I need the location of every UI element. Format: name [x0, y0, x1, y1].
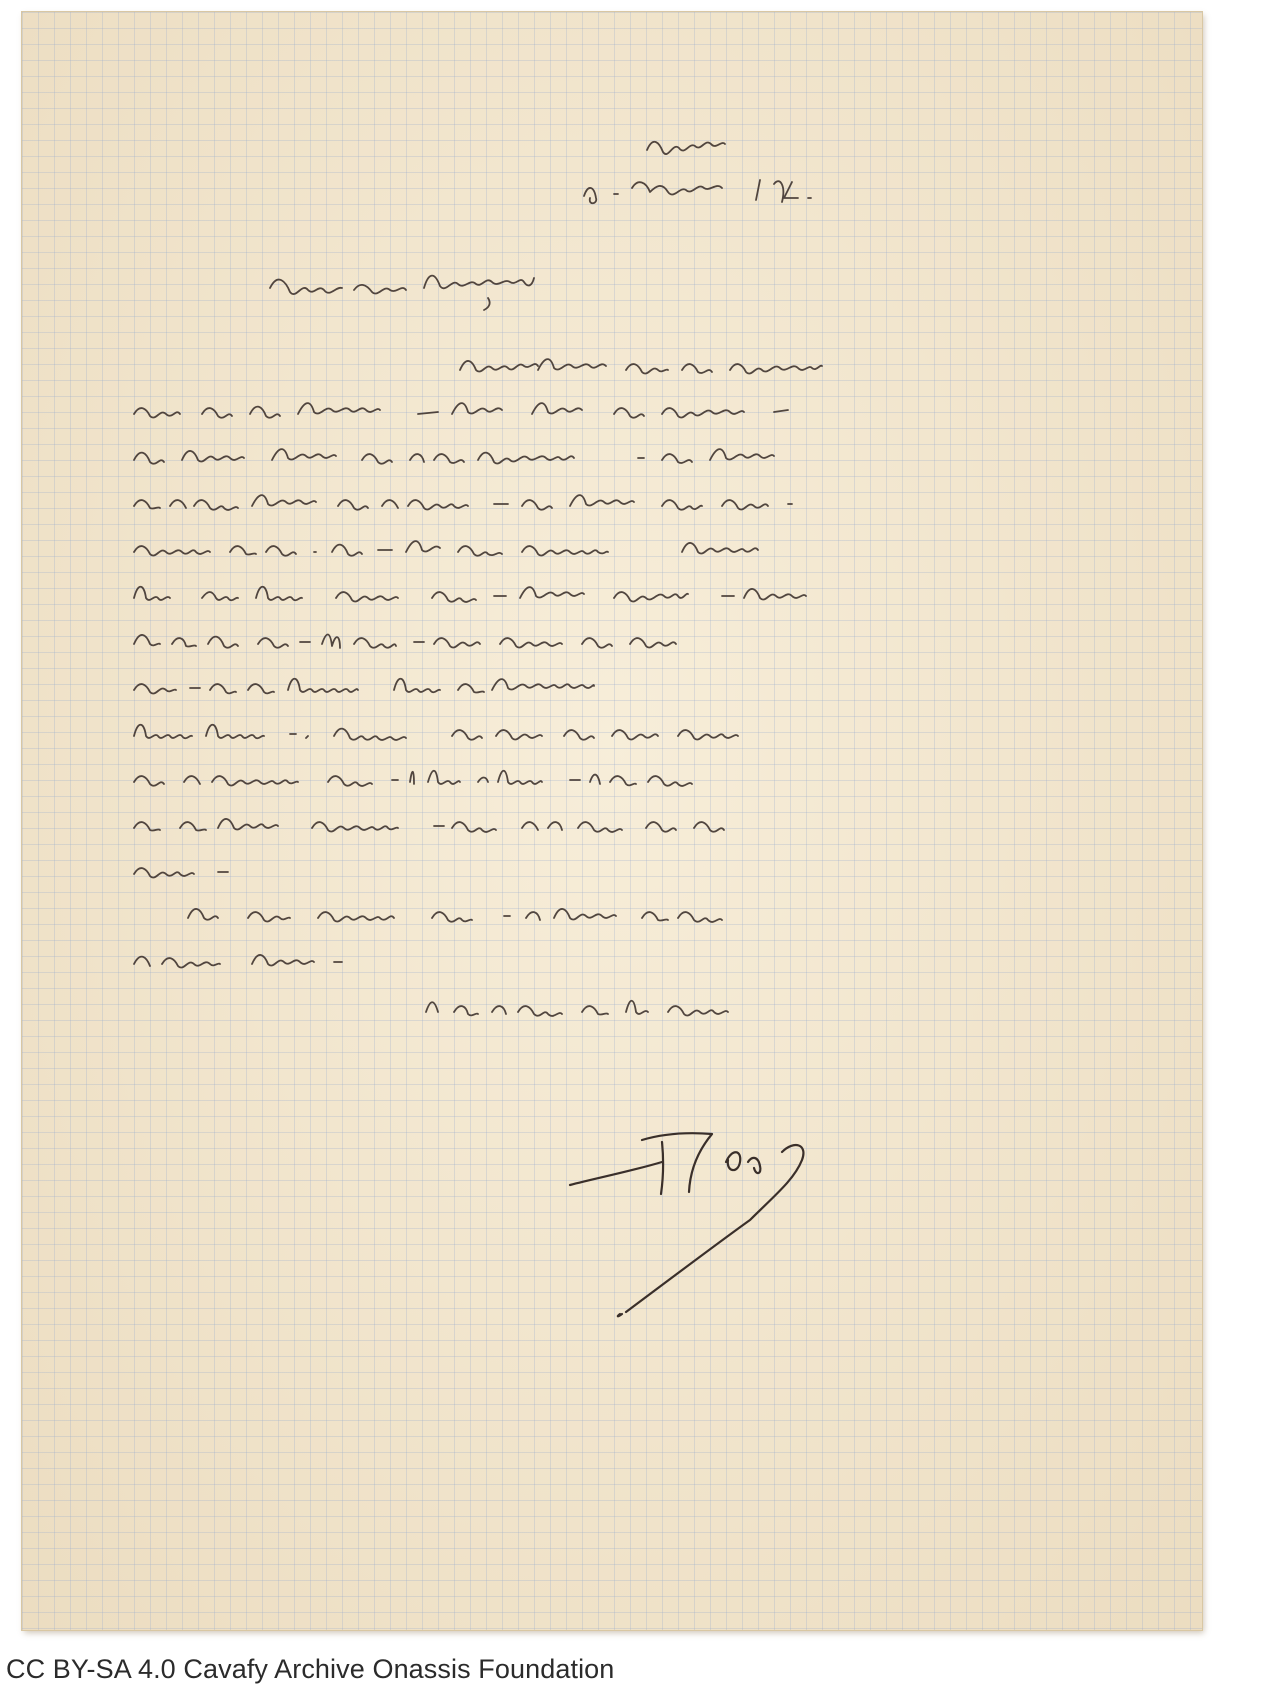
body-line-8	[134, 679, 594, 694]
body-line-14	[134, 955, 342, 968]
body-line-7	[134, 635, 676, 649]
body-line-12	[134, 868, 228, 877]
signature-stroke-3	[642, 1133, 712, 1192]
header-place-line	[647, 142, 725, 154]
body-line-9	[134, 725, 738, 740]
signature	[570, 1133, 803, 1316]
body-line-3	[134, 449, 774, 464]
valediction-line	[426, 1001, 728, 1016]
copyright-credit: CC BY-SA 4.0 Cavafy Archive Onassis Foundation	[6, 1654, 615, 1684]
signature-stroke-5	[626, 1145, 803, 1312]
salutation-line	[270, 276, 534, 310]
body-line-2	[134, 403, 788, 418]
signature-flourish	[618, 1314, 622, 1316]
signature-stroke-2	[661, 1142, 663, 1194]
body-line-10	[134, 771, 692, 786]
body-line-5	[134, 541, 758, 556]
letter-handwriting	[22, 12, 1202, 1630]
body-line-4	[134, 495, 792, 510]
body-line-1	[460, 359, 822, 373]
signature-stroke-1	[570, 1162, 662, 1185]
header-date-line	[584, 180, 811, 203]
body-line-13	[188, 909, 722, 922]
body-line-11	[134, 819, 724, 832]
signature-stroke-4	[726, 1152, 760, 1173]
body-line-6	[134, 587, 806, 602]
letter-sheet	[22, 12, 1202, 1630]
